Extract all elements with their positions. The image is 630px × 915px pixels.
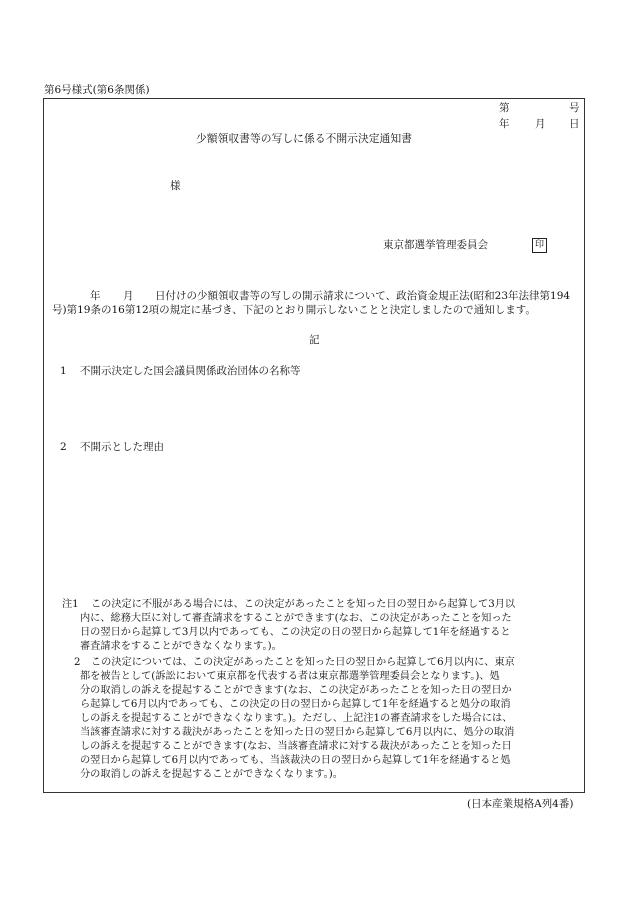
note-2-line: しの訴えを提起することができなくなります。)。ただし、上記注1の審査請求をした場合には、 [80, 713, 513, 724]
body-text: 日付けの少額領収書等の写しの開示請求について、政治資金規正法(昭和23年法律第194号)第19条の16第12項の規定に基づき、下記のとおり開示しないことと決定しましたので通知します。 [52, 290, 571, 316]
body-paragraph [52, 289, 582, 317]
note-2-line: 当該審査請求に対する裁決があったことを知った日の翌日から起算して6月以内に、処分の取消 [80, 727, 515, 738]
date-day: 日 [569, 118, 580, 130]
item-2-number: 2 [60, 441, 67, 453]
note-1-line: この決定に不服がある場合には、この決定があったことを知った日の翌日から起算して3月以 [91, 599, 516, 610]
document-number-suffix: 号 [569, 102, 580, 114]
document-title: 少額領収書等の写しに係る不開示決定通知書 [196, 132, 412, 145]
date-year: 年 [499, 118, 510, 130]
document-number-prefix: 第 [499, 102, 510, 114]
body-date-year: 年 [90, 290, 101, 302]
body-date-month: 月 [123, 290, 134, 302]
note-2-line: 分の取消しの訴えを提起することができます(なお、この決定があったことを知った日の翌日か [80, 685, 512, 696]
note-2-line: 分の取消しの訴えを提起することができなくなります。)。 [80, 769, 343, 780]
issuer-name: 東京都選挙管理委員会 [383, 239, 488, 251]
note-2-marker: 2 [74, 657, 81, 668]
form-reference: 第6号様式(第6条関係) [44, 84, 150, 96]
note-1-line: 内に、総務大臣に対して審査請求をすることができます(なお、この決定があったことを知った [80, 613, 512, 624]
note-2-line: 都を被告として(訴訟において東京都を代表する者は東京都選挙管理委員会となります。)、処 [80, 671, 500, 682]
note-2-line: の翌日から起算して6月以内であっても、当該裁決の日の翌日から起算して1年を経過すると処 [80, 755, 511, 766]
paper-size-footer: (日本産業規格A列4番) [467, 798, 574, 810]
note-2-line: この決定については、この決定があったことを知った日の翌日から起算して6月以内に、東京 [91, 657, 515, 668]
item-2-label: 不開示とした理由 [80, 441, 164, 453]
item-1-number: 1 [60, 365, 67, 377]
note-1-line: 審査請求をすることができなくなります。)。 [80, 641, 282, 652]
seal-mark: 印 [532, 238, 547, 253]
note-1-marker: 注1 [62, 599, 79, 610]
date-month: 月 [535, 118, 546, 130]
item-1-label: 不開示決定した国会議員関係政治団体の名称等 [80, 365, 301, 377]
addressee-suffix: 様 [170, 180, 181, 192]
note-2-line: しの訴えを提起することができます(なお、当該審査請求に対する裁決があったことを知った日 [80, 741, 512, 752]
note-2-line: ら起算して6月以内であっても、この決定の日の翌日から起算して1年を経過すると処分の取消 [80, 699, 511, 710]
ki-marker: 記 [309, 334, 320, 346]
note-1-line: 日の翌日から起算して3月以内であっても、この決定の日の翌日から起算して1年を経過すると [80, 627, 511, 638]
